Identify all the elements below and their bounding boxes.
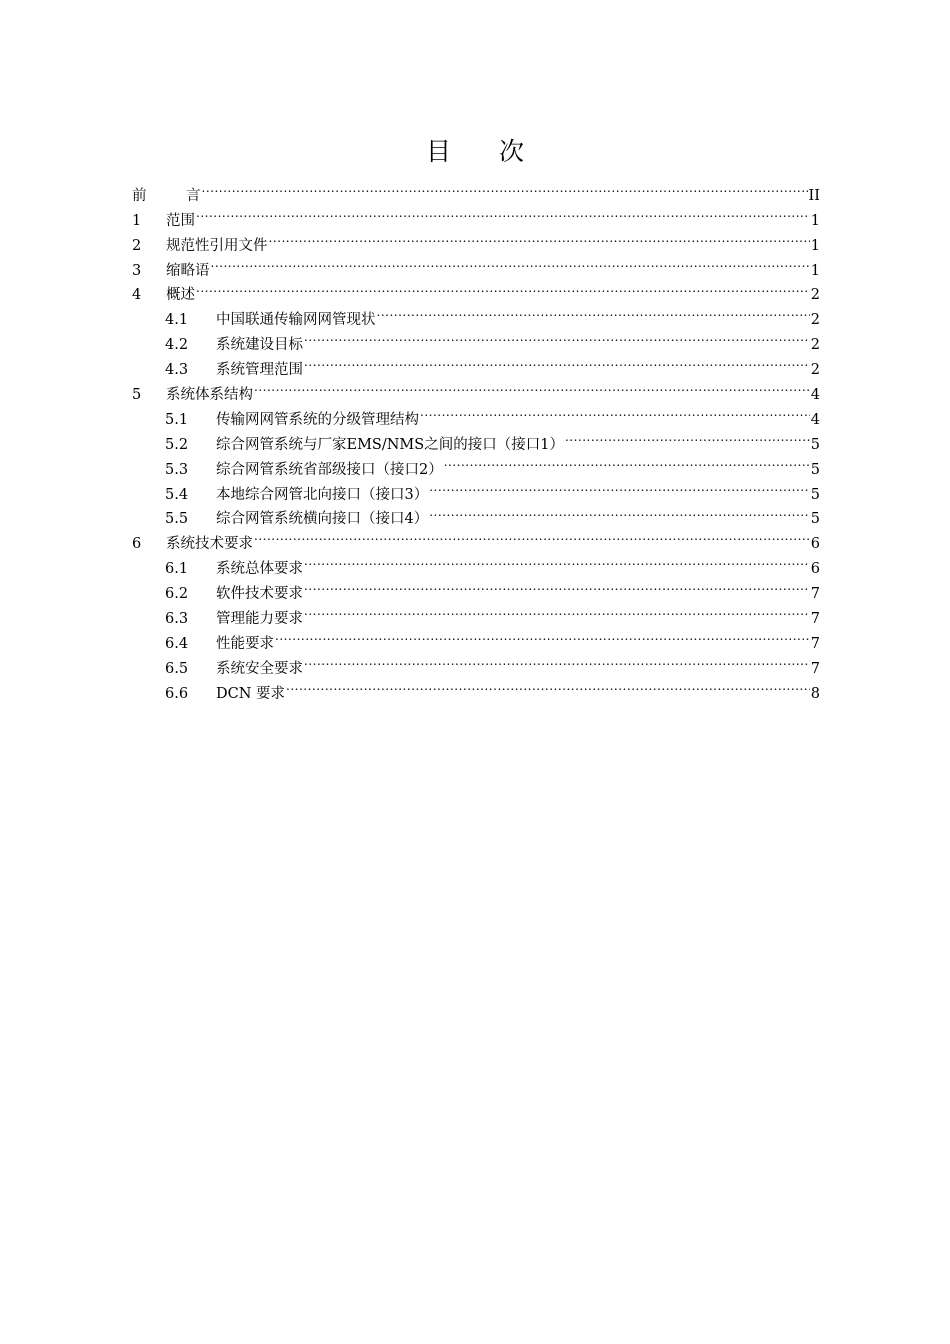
toc-leader-dots — [304, 573, 810, 598]
toc-entry-number: 5.2 — [165, 436, 189, 453]
toc-entry-title: 概述 — [166, 287, 195, 304]
toc-entry-number: 6 — [132, 536, 142, 553]
toc-leader-dots — [211, 250, 810, 275]
toc-entry-title: 综合网管系统横向接口（接口4） — [216, 511, 429, 528]
toc-entry-number: 4.2 — [165, 337, 189, 354]
toc-entry-number: 5.3 — [165, 461, 189, 478]
toc-entry-page: 2 — [810, 362, 820, 379]
toc-entry[interactable] — [132, 275, 820, 304]
toc-entry[interactable] — [132, 175, 820, 204]
toc-entry-title: 本地综合网管北向接口（接口3） — [216, 486, 429, 503]
toc-leader-dots — [286, 673, 810, 698]
toc-entry-title: 综合网管系统省部级接口（接口2） — [216, 461, 443, 478]
toc-leader-dots — [304, 548, 810, 573]
toc-entry-number: 5 — [132, 387, 142, 404]
toc-entry-title: 综合网管系统与厂家EMS/NMS之间的接口（接口1） — [216, 436, 564, 453]
toc-entry-number: 1 — [132, 212, 142, 229]
toc-entry-page: 1 — [810, 212, 820, 229]
toc-entry-page: 2 — [810, 312, 820, 329]
toc-entry-title: DCN 要求 — [216, 685, 286, 702]
toc-entry-title: 系统体系结构 — [166, 387, 253, 404]
toc-entry-page: 5 — [810, 461, 820, 478]
toc-entry-number: 4.1 — [165, 312, 189, 329]
toc-entry-number: 6.3 — [165, 611, 189, 628]
toc-entry-number: 6.5 — [165, 660, 189, 677]
toc-entry-number: 4 — [132, 287, 142, 304]
toc-leader-dots — [254, 523, 810, 548]
toc-entry-page: II — [808, 187, 820, 204]
toc-entry-page: 5 — [810, 436, 820, 453]
toc-entry-number: 5.1 — [165, 411, 189, 428]
toc-leader-dots — [304, 324, 810, 349]
toc-entry-page: 5 — [810, 486, 820, 503]
toc-entry[interactable] — [132, 200, 820, 229]
toc-leader-dots — [420, 399, 810, 424]
toc-entry-page: 7 — [810, 586, 820, 603]
toc-leader-dots — [444, 449, 810, 474]
toc-entry-title: 系统管理范围 — [216, 362, 303, 379]
toc-entry-title: 范围 — [166, 212, 195, 229]
toc-leader-dots — [429, 474, 810, 499]
toc-leader-dots — [304, 349, 810, 374]
toc-entry-title: 管理能力要求 — [216, 611, 303, 628]
toc-entry-page: 1 — [810, 237, 820, 254]
toc-entry-page: 1 — [810, 262, 820, 279]
toc-entry-title: 系统安全要求 — [216, 660, 303, 677]
toc-entry-page: 4 — [810, 411, 820, 428]
toc-leader-dots — [377, 299, 810, 324]
toc-entry-number: 2 — [132, 237, 142, 254]
toc-entry-page: 7 — [810, 611, 820, 628]
toc-entry-title: 性能要求 — [216, 635, 274, 652]
toc-entry-page: 7 — [810, 635, 820, 652]
toc-entry-title: 系统技术要求 — [166, 536, 253, 553]
toc-leader-dots — [202, 175, 808, 200]
toc-entry-page: 6 — [810, 536, 820, 553]
toc-entry-number: 5.5 — [165, 511, 189, 528]
toc-entry-title: 缩略语 — [166, 262, 210, 279]
toc-title-part1: 目 — [425, 137, 451, 166]
toc-entry-title: 中国联通传输网网管现状 — [216, 312, 376, 329]
toc-title — [0, 132, 950, 168]
toc-entry-title: 软件技术要求 — [216, 586, 303, 603]
toc-entry[interactable] — [132, 250, 820, 279]
toc-entry-number: 4.3 — [165, 362, 189, 379]
toc-entry-page: 5 — [810, 511, 820, 528]
toc-entry-number: 前 — [132, 187, 147, 204]
table-of-contents — [132, 175, 820, 702]
toc-entry-page: 2 — [810, 337, 820, 354]
toc-entry-page: 8 — [810, 685, 820, 702]
toc-leader-dots — [196, 275, 810, 300]
toc-leader-dots — [429, 499, 810, 524]
toc-entry-page: 6 — [810, 561, 820, 578]
toc-entry-page: 2 — [810, 287, 820, 304]
toc-title-part2: 次 — [499, 137, 525, 166]
toc-entry-number: 3 — [132, 262, 142, 279]
toc-entry-number: 6.1 — [165, 561, 189, 578]
toc-leader-dots — [196, 200, 810, 225]
toc-entry-number: 5.4 — [165, 486, 189, 503]
toc-entry-number: 6.2 — [165, 586, 189, 603]
toc-entry-page: 7 — [810, 660, 820, 677]
toc-entry[interactable] — [132, 299, 820, 329]
toc-leader-dots — [275, 623, 810, 648]
toc-leader-dots — [304, 598, 810, 623]
toc-entry-title: 传输网网管系统的分级管理结构 — [216, 411, 419, 428]
toc-leader-dots — [565, 424, 810, 449]
toc-entry-number: 6.6 — [165, 685, 189, 702]
toc-leader-dots — [254, 374, 810, 399]
toc-entry-title: 系统建设目标 — [216, 337, 303, 354]
toc-leader-dots — [304, 648, 810, 673]
toc-entry[interactable] — [132, 225, 820, 254]
toc-entry-title: 系统总体要求 — [216, 561, 303, 578]
toc-entry-number: 6.4 — [165, 635, 189, 652]
toc-leader-dots — [269, 225, 810, 250]
toc-entry-title: 言 — [186, 187, 201, 204]
toc-entry-page: 4 — [810, 387, 820, 404]
toc-entry-title: 规范性引用文件 — [166, 237, 268, 254]
